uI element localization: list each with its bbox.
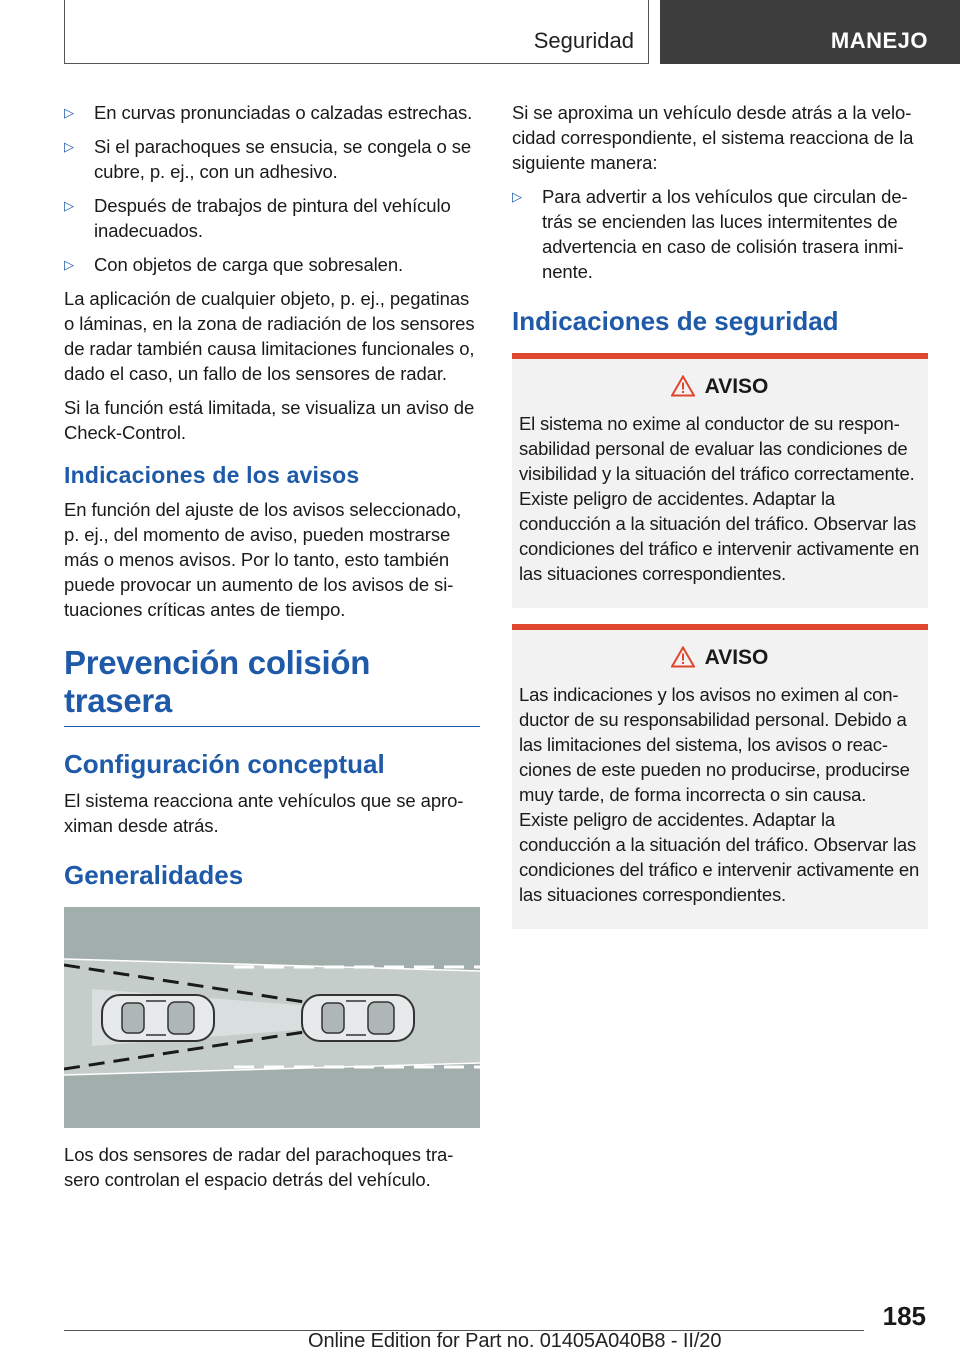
paragraph-sensor-objects: La aplicación de cualquier objeto, p. ej., pegatinas o láminas, en la zona de radiación de los sensores de radar también causa limitaciones funcionales o, dado el caso, un fallo de los sensores de radar. xyxy=(64,288,475,384)
list-item-text: Para advertir a los vehículos que circulan detrás se encienden las luces intermitentes de advertencia en caso de colisión trasera inminente. xyxy=(542,186,908,282)
radar-diagram xyxy=(64,907,480,1128)
header-section-title: Seguridad xyxy=(64,0,649,64)
heading-safety: Indicaciones de seguridad xyxy=(512,306,839,336)
list-item xyxy=(64,252,480,277)
warning-header xyxy=(519,646,920,674)
warning-box xyxy=(512,353,928,608)
left-column xyxy=(64,100,480,1201)
triangle-right-icon: ▷ xyxy=(512,189,522,204)
list-item xyxy=(64,193,480,243)
heading-warning-indications: Indicaciones de los avisos xyxy=(64,462,360,488)
warning-triangle-icon xyxy=(671,646,695,674)
triangle-right-icon: ▷ xyxy=(64,198,74,213)
warning-title: AVISO xyxy=(704,375,769,398)
radar-illustration xyxy=(64,907,480,1128)
approaching-car-icon xyxy=(302,995,414,1041)
list-item xyxy=(512,184,928,284)
list-item-text: Con objetos de carga que sobresalen. xyxy=(94,254,404,275)
heading-rear-collision: Prevención colisión trasera xyxy=(64,644,480,727)
list-item xyxy=(64,134,480,184)
own-car-icon xyxy=(102,995,214,1041)
heading-general: Generalidades xyxy=(64,860,244,890)
paragraph-concept: El sistema reacciona ante vehículos que se aproximan desde atrás. xyxy=(64,790,464,836)
paragraph-check-control: Si la función está limitada, se visualiza un aviso de Check-Control. xyxy=(64,397,475,443)
triangle-right-icon: ▷ xyxy=(64,257,74,272)
list-item-text: Si el parachoques se ensucia, se congela o se cubre, p. ej., con un adhesivo. xyxy=(94,136,472,182)
paragraph-warning-settings: En función del ajuste de los avisos seleccionado, p. ej., del momento de aviso, pueden mostrarse más o menos avisos. Por lo tanto, esto también puede provocar un aumento de los avisos de situaciones críticas antes de tiempo. xyxy=(64,499,462,620)
warning-header xyxy=(519,375,920,403)
triangle-right-icon: ▷ xyxy=(64,105,74,120)
list-item xyxy=(64,100,480,125)
figure-caption: Los dos sensores de radar del parachoques trasero controlan el espacio detrás del vehículo. xyxy=(64,1144,454,1190)
warning-text: Las indicaciones y los avisos no eximen al conductor de su responsabilidad personal. Debido a las limitaciones del sistema, los avisos o reacciones de este pueden no producirse, producirse muy tarde, de forma incorrecta o sin causa. Existe peligro de accidentes. Adaptar la conducción a la situación del tráfico. Observar las condiciones del tráfico e intervenir activamente en las situaciones correspondientes. xyxy=(519,684,920,905)
paragraph-system-reaction: Si se aproxima un vehículo desde atrás a la velocidad correspondiente, el sistema reacciona de la siguiente manera: xyxy=(512,102,914,173)
footer-edition: Online Edition for Part no. 01405A040B8 - II/20 xyxy=(308,1330,722,1352)
header-chapter-tab: MANEJO xyxy=(660,0,960,64)
list-item-text: En curvas pronunciadas o calzadas estrechas. xyxy=(94,102,473,123)
heading-concept: Configuración conceptual xyxy=(64,749,385,779)
right-column xyxy=(512,100,928,945)
triangle-right-icon: ▷ xyxy=(64,139,74,154)
warning-title: AVISO xyxy=(704,646,769,669)
warning-triangle-icon xyxy=(671,375,695,403)
reaction-list xyxy=(512,184,928,284)
limitations-list xyxy=(64,100,480,277)
warning-box xyxy=(512,624,928,929)
page-number: 185 xyxy=(882,1301,926,1331)
warning-text: El sistema no exime al conductor de su responsabilidad personal de evaluar las condiciones de visibilidad y la situación del tráfico correctamente. Existe peligro de accidentes. Adaptar la conducción a la situación del tráfico. Observar las condiciones del tráfico e intervenir activamente en las situaciones correspondientes. xyxy=(519,413,920,584)
list-item-text: Después de trabajos de pintura del vehículo inadecuados. xyxy=(94,195,451,241)
